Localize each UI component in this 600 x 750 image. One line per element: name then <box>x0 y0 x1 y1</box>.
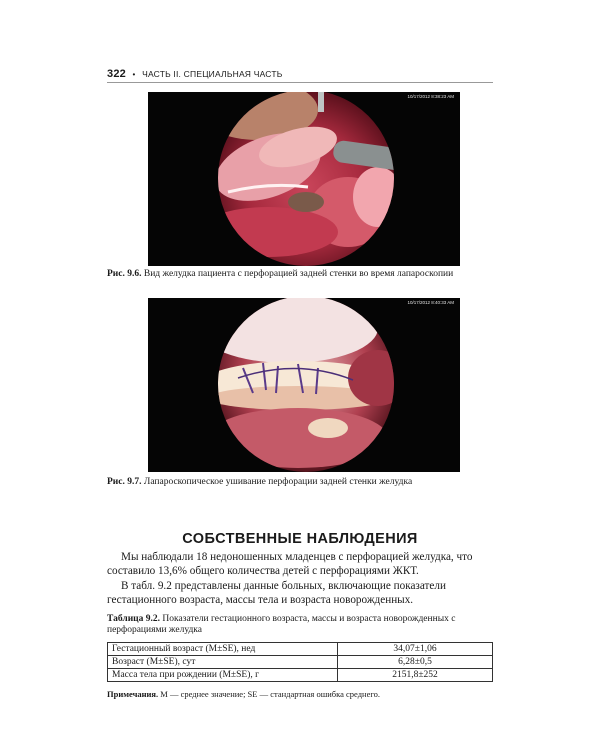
paragraph: В табл. 9.2 представлены данные больных, включающие показатели гестационного возраста, массы тела и возраста новорожденных. <box>107 580 446 606</box>
row-label: Масса тела при рождении (M±SE), г <box>108 669 338 682</box>
figure-label: Рис. 9.7. <box>107 477 142 487</box>
row-label: Гестационный возраст (M±SE), нед <box>108 643 338 656</box>
figure-caption <box>107 477 412 487</box>
header-bullet: • <box>132 70 136 79</box>
table-row <box>108 643 493 656</box>
row-label: Возраст (M±SE), сут <box>108 656 338 669</box>
figure-9-7-image <box>148 298 460 472</box>
figure-9-6-image <box>148 92 460 266</box>
figure-label: Рис. 9.6. <box>107 269 142 279</box>
row-value: 6,28±0,5 <box>338 656 493 669</box>
header-section: ЧАСТЬ II. СПЕЦИАЛЬНАЯ ЧАСТЬ <box>142 69 283 79</box>
table-caption-text: Показатели гестационного возраста, массы и возраста новорожденных с перфорациями желудка <box>107 614 456 635</box>
laparoscopy-photo-1 <box>148 92 460 266</box>
row-value: 2151,8±252 <box>338 669 493 682</box>
figure-caption-text: Лапароскопическое ушивание перфорации задней стенки желудка <box>143 477 413 487</box>
page-header <box>107 68 493 83</box>
paragraph: Мы наблюдали 18 недоношенных младенцев с перфорацией желудка, что составило 13,6% общего количества детей с перфорациями ЖКТ. <box>107 551 473 577</box>
table-caption <box>107 614 493 636</box>
page-number: 322 <box>107 68 126 80</box>
table-label: Таблица 9.2. <box>107 614 161 624</box>
table-row <box>108 656 493 669</box>
note-text: M — среднее значение; SE — стандартная ошибка среднего. <box>160 689 380 699</box>
figure-caption <box>107 269 453 279</box>
video-timestamp: 10/17/2012 8:40:33 AM <box>407 300 454 305</box>
table-note <box>107 689 380 699</box>
note-label: Примечания. <box>107 689 159 699</box>
video-timestamp: 10/17/2012 8:38:23 AM <box>407 94 454 99</box>
laparoscopy-photo-2 <box>148 298 460 472</box>
figure-caption-text: Вид желудка пациента с перфорацией задней стенки во время лапароскопии <box>143 269 454 279</box>
table-row <box>108 669 493 682</box>
section-title: СОБСТВЕННЫЕ НАБЛЮДЕНИЯ <box>182 531 418 547</box>
row-value: 34,07±1,06 <box>338 643 493 656</box>
data-table <box>107 642 493 682</box>
